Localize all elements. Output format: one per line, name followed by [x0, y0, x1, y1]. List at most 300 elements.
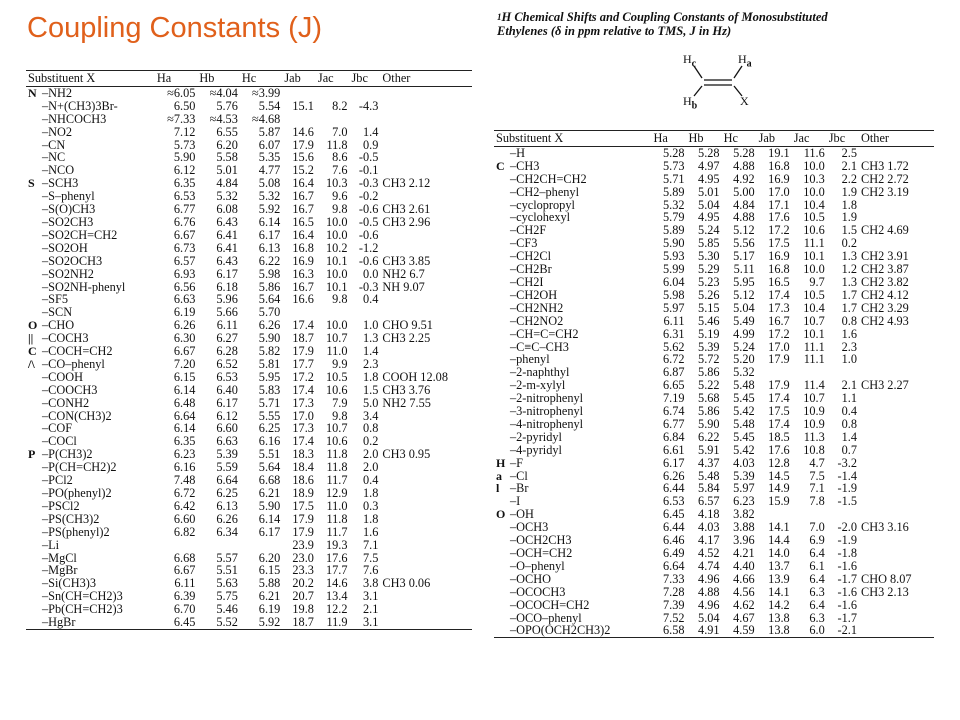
other-cell	[380, 242, 472, 255]
value-cell: 10.0	[325, 318, 348, 333]
value-cell: 4.59	[722, 624, 757, 637]
table-row	[26, 293, 472, 306]
value-cell: 9.7	[809, 274, 825, 289]
table-row	[26, 487, 472, 500]
substituent-cell: –CF3	[510, 236, 538, 251]
other-cell: NH2 7.55	[382, 395, 431, 410]
value-cell: 6.4	[809, 546, 825, 560]
value-cell: 5.22	[698, 378, 720, 393]
value-cell: 5.66	[216, 305, 238, 320]
other-cell: CH2 4.12	[861, 287, 909, 302]
value-cell: 6.39	[173, 589, 196, 604]
substituent-cell: –COCH=CH2	[42, 344, 113, 359]
column-header: Jab	[282, 71, 316, 87]
other-cell: CH3 1.72	[861, 158, 909, 173]
value-cell: 16.8	[768, 158, 790, 173]
value-cell: 6.48	[173, 395, 196, 410]
substituent-cell: –CH2CH=CH2	[510, 171, 587, 186]
table-row	[494, 186, 934, 199]
value-cell: 17.9	[292, 511, 314, 526]
value-cell: 13.4	[325, 589, 348, 604]
value-cell: 6.76	[173, 214, 196, 229]
value-cell: 6.60	[173, 511, 196, 526]
value-cell: 17.4	[768, 391, 790, 406]
other-cell: CHO 8.07	[861, 571, 912, 586]
value-cell: 2.0	[363, 447, 379, 462]
substituent-cell: –CH2–phenyl	[510, 184, 579, 199]
substituent-cell: –CH2NO2	[510, 313, 564, 328]
value-cell: 5.28	[733, 145, 755, 160]
value-cell: 7.33	[662, 571, 685, 586]
value-cell: 6.11	[174, 576, 196, 591]
value-cell: 10.0	[803, 262, 825, 277]
value-cell: 10.1	[803, 249, 825, 264]
group-label	[494, 379, 508, 392]
group-label	[494, 224, 508, 237]
column-header: Hc	[722, 131, 757, 147]
value-cell: 8.2	[332, 98, 348, 113]
value-cell: 5.72	[698, 352, 720, 367]
other-cell: CH2 4.69	[861, 223, 909, 238]
group-label: H	[496, 455, 506, 470]
value-cell: 6.53	[216, 369, 238, 384]
substituent-cell: –F	[510, 455, 523, 470]
value-cell: 15.6	[292, 150, 314, 165]
value-cell: 5.71	[662, 171, 685, 186]
table-row	[494, 444, 934, 457]
column-header: Ha	[155, 71, 197, 87]
value-cell: 10.4	[803, 300, 825, 315]
value-cell: 6.35	[173, 176, 196, 191]
ethylene-structure	[680, 50, 760, 110]
substituent-cell: –NH2	[42, 85, 73, 100]
value-cell: -2.0	[837, 520, 857, 535]
group-label	[26, 126, 40, 139]
value-cell: 5.59	[216, 460, 238, 475]
value-cell: 6.3	[809, 610, 825, 625]
other-cell: CH3 2.12	[382, 176, 431, 191]
value-cell: 6.57	[173, 253, 196, 268]
value-cell: 4.95	[698, 210, 720, 225]
value-cell: 5.26	[698, 287, 720, 302]
value-cell: 4.92	[733, 171, 755, 186]
table-row	[494, 276, 934, 289]
header-row	[494, 131, 934, 147]
value-cell: 16.7	[768, 313, 790, 328]
value-cell: 7.28	[662, 584, 685, 599]
value-cell: 6.44	[662, 520, 685, 535]
value-cell: 9.8	[332, 292, 348, 307]
value-cell: 14.6	[292, 124, 314, 139]
value-cell: 6.14	[258, 511, 281, 526]
table-row	[494, 547, 934, 560]
other-cell	[380, 410, 472, 423]
value-cell: 11.1	[803, 339, 825, 354]
value-cell: 6.23	[733, 494, 755, 509]
value-cell: 17.3	[292, 421, 314, 436]
value-cell: 10.2	[325, 240, 348, 255]
value-cell: 23.0	[292, 550, 314, 565]
value-cell: 1.5	[841, 223, 857, 238]
value-cell: ≈4.68	[252, 111, 281, 126]
substituent-cell: –MgCl	[42, 550, 77, 565]
value-cell: -1.6	[837, 558, 857, 573]
group-label	[494, 263, 508, 276]
substituent-cell: –3-nitrophenyl	[510, 404, 584, 419]
other-cell	[380, 422, 472, 435]
value-cell: 4.84	[733, 197, 755, 212]
substituent-cell: –NHCOCH3	[42, 111, 107, 126]
value-cell: 12.9	[325, 486, 348, 500]
value-cell: 0.8	[841, 313, 857, 328]
other-cell	[380, 345, 472, 358]
value-cell: 1.3	[363, 331, 379, 346]
other-cell	[859, 534, 934, 547]
value-cell: ≈4.04	[209, 85, 238, 100]
other-cell	[380, 151, 472, 164]
table-heading	[497, 10, 937, 38]
value-cell: 6.13	[216, 498, 238, 513]
value-cell: 1.0	[841, 352, 857, 367]
value-cell: -3.2	[837, 455, 857, 470]
value-cell: 5.04	[698, 610, 720, 625]
substituent-cell: –OCHO	[510, 571, 551, 586]
group-label: O	[28, 318, 38, 333]
other-cell: CH3 3.16	[861, 520, 909, 535]
substituent-cell: –SCN	[42, 305, 73, 320]
right-table-panel	[494, 130, 934, 638]
value-cell: 11.7	[326, 473, 348, 488]
value-cell: 2.1	[363, 602, 379, 617]
group-label	[494, 211, 508, 224]
substituent-cell: –2-naphthyl	[510, 365, 570, 380]
group-label: O	[496, 507, 506, 522]
value-cell: 5.00	[733, 184, 755, 199]
table-row	[26, 229, 472, 242]
substituent-cell: –4-nitrophenyl	[510, 416, 584, 431]
value-cell: 16.8	[292, 240, 314, 255]
value-cell: 6.4	[809, 571, 825, 586]
table-row	[494, 315, 934, 328]
table-row	[494, 173, 934, 186]
other-cell	[380, 552, 472, 565]
other-cell	[380, 616, 472, 629]
value-cell: 17.4	[292, 318, 314, 333]
value-cell: 5.86	[258, 279, 281, 294]
heading-line-1: H Chemical Shifts and Coupling Constants of Monosubstituted	[501, 10, 828, 24]
value-cell: 1.4	[363, 344, 379, 359]
value-cell: 6.11	[663, 313, 685, 328]
group-label	[494, 186, 508, 199]
value-cell: 17.9	[292, 344, 314, 359]
value-cell: 20.2	[292, 576, 314, 591]
value-cell: 7.9	[332, 395, 348, 410]
value-cell: 15.9	[768, 494, 790, 509]
value-cell: 7.12	[173, 124, 196, 139]
group-label	[26, 461, 40, 474]
value-cell: 2.1	[841, 378, 857, 393]
value-cell: 17.9	[292, 137, 314, 152]
substituent-cell: –OCOCH=CH2	[510, 597, 590, 612]
value-cell: 5.19	[698, 326, 720, 341]
value-cell: 6.19	[258, 602, 281, 617]
value-cell: 17.9	[768, 378, 790, 393]
value-cell: 10.5	[325, 369, 348, 384]
value-cell: 5.01	[698, 184, 720, 199]
table-row	[494, 560, 934, 573]
group-label	[494, 599, 508, 612]
group-label	[494, 586, 508, 599]
value-cell: 4.88	[733, 210, 755, 225]
value-cell: 10.0	[325, 227, 348, 242]
table-row	[26, 552, 472, 565]
value-cell: 6.74	[662, 404, 685, 419]
value-cell: 1.4	[363, 124, 379, 139]
value-cell: 6.63	[173, 292, 196, 307]
value-cell: -1.2	[358, 240, 379, 255]
group-label	[26, 255, 40, 268]
group-label	[26, 293, 40, 306]
substituent-cell: –P(CH3)2	[42, 447, 93, 462]
other-cell	[380, 358, 472, 371]
value-cell: 10.7	[325, 421, 348, 436]
value-cell: 16.3	[292, 266, 314, 281]
value-cell: 5.15	[698, 300, 720, 315]
substituent-cell: –S–phenyl	[42, 189, 95, 204]
value-cell: 5.97	[733, 481, 755, 496]
value-cell: 6.82	[173, 524, 196, 539]
value-cell: 17.2	[768, 326, 790, 341]
value-cell: 7.6	[363, 563, 379, 578]
value-cell: 10.3	[803, 171, 825, 186]
other-cell	[859, 599, 934, 612]
value-cell: 6.34	[216, 524, 238, 539]
group-label	[494, 431, 508, 444]
value-cell: 1.8	[841, 197, 857, 212]
value-cell: 6.63	[216, 434, 238, 449]
substituent-cell: –COOCH3	[42, 382, 98, 397]
value-cell: 1.9	[841, 210, 857, 225]
value-cell: 6.26	[173, 318, 196, 333]
value-cell: 6.67	[173, 563, 196, 578]
column-header: Jbc	[350, 71, 381, 87]
value-cell: 5.71	[258, 395, 281, 410]
value-cell: 3.1	[363, 589, 379, 604]
coupling-table-left	[26, 70, 472, 630]
group-label	[26, 526, 40, 539]
value-cell: 10.0	[803, 158, 825, 173]
value-cell: 5.86	[698, 365, 720, 380]
group-label	[26, 564, 40, 577]
value-cell: 6.64	[173, 408, 196, 423]
value-cell: -0.5	[358, 150, 379, 165]
other-cell	[859, 547, 934, 560]
value-cell: 2.3	[363, 356, 379, 371]
value-cell: 0.4	[363, 292, 379, 307]
substituent-cell: –PCl2	[42, 473, 73, 488]
value-cell: 6.28	[216, 344, 238, 359]
substituent-cell: –CH2F	[510, 223, 547, 238]
substituent-cell: –SCH3	[42, 176, 79, 191]
value-cell: 5.92	[240, 616, 282, 629]
table-row	[494, 302, 934, 315]
value-cell: 4.74	[698, 558, 720, 573]
value-cell: 6.04	[662, 274, 685, 289]
substituent-cell: –OCH3	[510, 520, 549, 535]
value-cell: 17.3	[292, 395, 314, 410]
value-cell: 1.6	[841, 326, 857, 341]
value-cell: 0.8	[363, 421, 379, 436]
value-cell: 6.4	[809, 597, 825, 612]
value-cell: 11.8	[326, 137, 348, 152]
value-cell: ≈4.53	[209, 111, 238, 126]
value-cell: 17.6	[325, 550, 348, 565]
group-label	[26, 139, 40, 152]
group-label	[26, 410, 40, 423]
value-cell: 10.6	[325, 434, 348, 449]
other-cell: CH3 2.27	[861, 378, 909, 393]
value-cell: 10.1	[325, 279, 348, 294]
value-cell: 14.0	[768, 546, 790, 560]
group-label: l	[496, 481, 500, 496]
value-cell: 5.76	[216, 98, 238, 113]
value-cell: 14.4	[768, 533, 790, 548]
value-cell: 6.53	[173, 189, 196, 204]
table-row	[26, 255, 472, 268]
group-label	[26, 100, 40, 113]
value-cell: 7.0	[809, 520, 825, 535]
value-cell: 0.7	[841, 442, 857, 457]
group-label	[494, 328, 508, 341]
substituent-cell: –SO2OH	[42, 240, 88, 255]
group-label	[26, 539, 40, 552]
group-label	[26, 397, 40, 410]
other-cell	[859, 405, 934, 418]
value-cell: 3.96	[733, 533, 755, 548]
value-cell: 9.8	[332, 202, 348, 217]
value-cell: 5.32	[662, 197, 685, 212]
other-cell	[859, 418, 934, 431]
value-cell: 17.5	[292, 498, 314, 513]
table-row	[26, 86, 472, 99]
value-cell	[240, 539, 282, 552]
group-label	[26, 616, 40, 629]
substituent-cell: –MgBr	[42, 563, 78, 578]
value-cell: 10.9	[803, 416, 825, 431]
value-cell: 6.45	[662, 507, 685, 522]
value-cell: 6.9	[809, 533, 825, 548]
value-cell: 6.46	[662, 533, 685, 548]
label-hb: $H_b$	[683, 94, 698, 112]
table-row	[494, 573, 934, 586]
other-cell: CH3 2.25	[382, 331, 431, 346]
group-label	[494, 624, 508, 637]
substituent-cell: –P(CH=CH2)2	[42, 460, 117, 475]
table-row	[494, 624, 934, 637]
value-cell: 6.43	[216, 214, 238, 229]
value-cell: 16.6	[292, 292, 314, 307]
group-label	[26, 113, 40, 126]
group-label	[494, 237, 508, 250]
group-label	[26, 229, 40, 242]
table-row	[26, 410, 472, 423]
table-row	[26, 151, 472, 164]
value-cell: 4.67	[733, 610, 755, 625]
value-cell: 5.51	[216, 563, 238, 578]
col-group: Substituent X	[494, 131, 651, 147]
group-label	[494, 146, 508, 159]
substituent-cell: –CON(CH3)2	[42, 408, 112, 423]
value-cell: 6.18	[216, 279, 238, 294]
value-cell: 5.85	[698, 236, 720, 251]
column-header: Jac	[792, 131, 827, 147]
group-label	[26, 242, 40, 255]
substituent-cell: –CHO	[42, 318, 75, 333]
other-cell: CH3 2.96	[382, 214, 431, 229]
table-row	[26, 616, 472, 629]
substituent-cell: –SO2CH3	[42, 214, 94, 229]
value-cell: 5.90	[258, 331, 281, 346]
other-cell: CH3 2.61	[382, 202, 431, 217]
value-cell: 6.41	[216, 227, 238, 242]
column-header: Ha	[651, 131, 686, 147]
value-cell: 6.56	[173, 279, 196, 294]
substituent-cell: –COF	[42, 421, 73, 436]
value-cell: 9.8	[332, 408, 348, 423]
value-cell	[316, 113, 350, 126]
value-cell: 6.68	[173, 550, 196, 565]
group-label: /\	[28, 356, 35, 371]
value-cell: 16.5	[292, 214, 314, 229]
value-cell: 5.42	[733, 404, 755, 419]
value-cell: 1.3	[841, 249, 857, 264]
value-cell: 6.08	[216, 202, 238, 217]
value-cell: 10.5	[803, 287, 825, 302]
value-cell: 5.39	[698, 339, 720, 354]
value-cell: 5.45	[733, 391, 755, 406]
value-cell: 19.8	[292, 602, 314, 617]
value-cell: 11.0	[326, 344, 348, 359]
value-cell: 10.0	[325, 266, 348, 281]
table-row	[26, 513, 472, 526]
value-cell: -0.6	[358, 202, 379, 217]
value-cell: 6.26	[216, 511, 238, 526]
substituent-cell: –CH3	[510, 158, 540, 173]
value-cell: 4.17	[698, 533, 720, 548]
value-cell	[282, 86, 316, 99]
group-label	[494, 573, 508, 586]
substituent-cell: –2-m-xylyl	[510, 378, 566, 393]
group-label	[494, 250, 508, 263]
value-cell: 16.4	[292, 176, 314, 191]
group-label	[494, 366, 508, 379]
value-cell: 4.96	[698, 571, 720, 586]
value-cell: 6.0	[792, 624, 827, 637]
value-cell: 6.25	[258, 421, 281, 436]
value-cell: 9.6	[332, 189, 348, 204]
value-cell: 16.5	[768, 274, 790, 289]
group-label	[494, 560, 508, 573]
value-cell: 11.1	[803, 352, 825, 367]
value-cell: 6.72	[173, 486, 196, 500]
value-cell: 19.3	[325, 537, 348, 552]
value-cell: 6.25	[216, 486, 238, 500]
value-cell: 11.9	[316, 616, 350, 629]
substituent-cell: –PS(phenyl)2	[42, 524, 110, 539]
coupling-table-right	[494, 130, 934, 638]
value-cell: 16.9	[768, 249, 790, 264]
substituent-cell: –OCO–phenyl	[510, 610, 582, 625]
